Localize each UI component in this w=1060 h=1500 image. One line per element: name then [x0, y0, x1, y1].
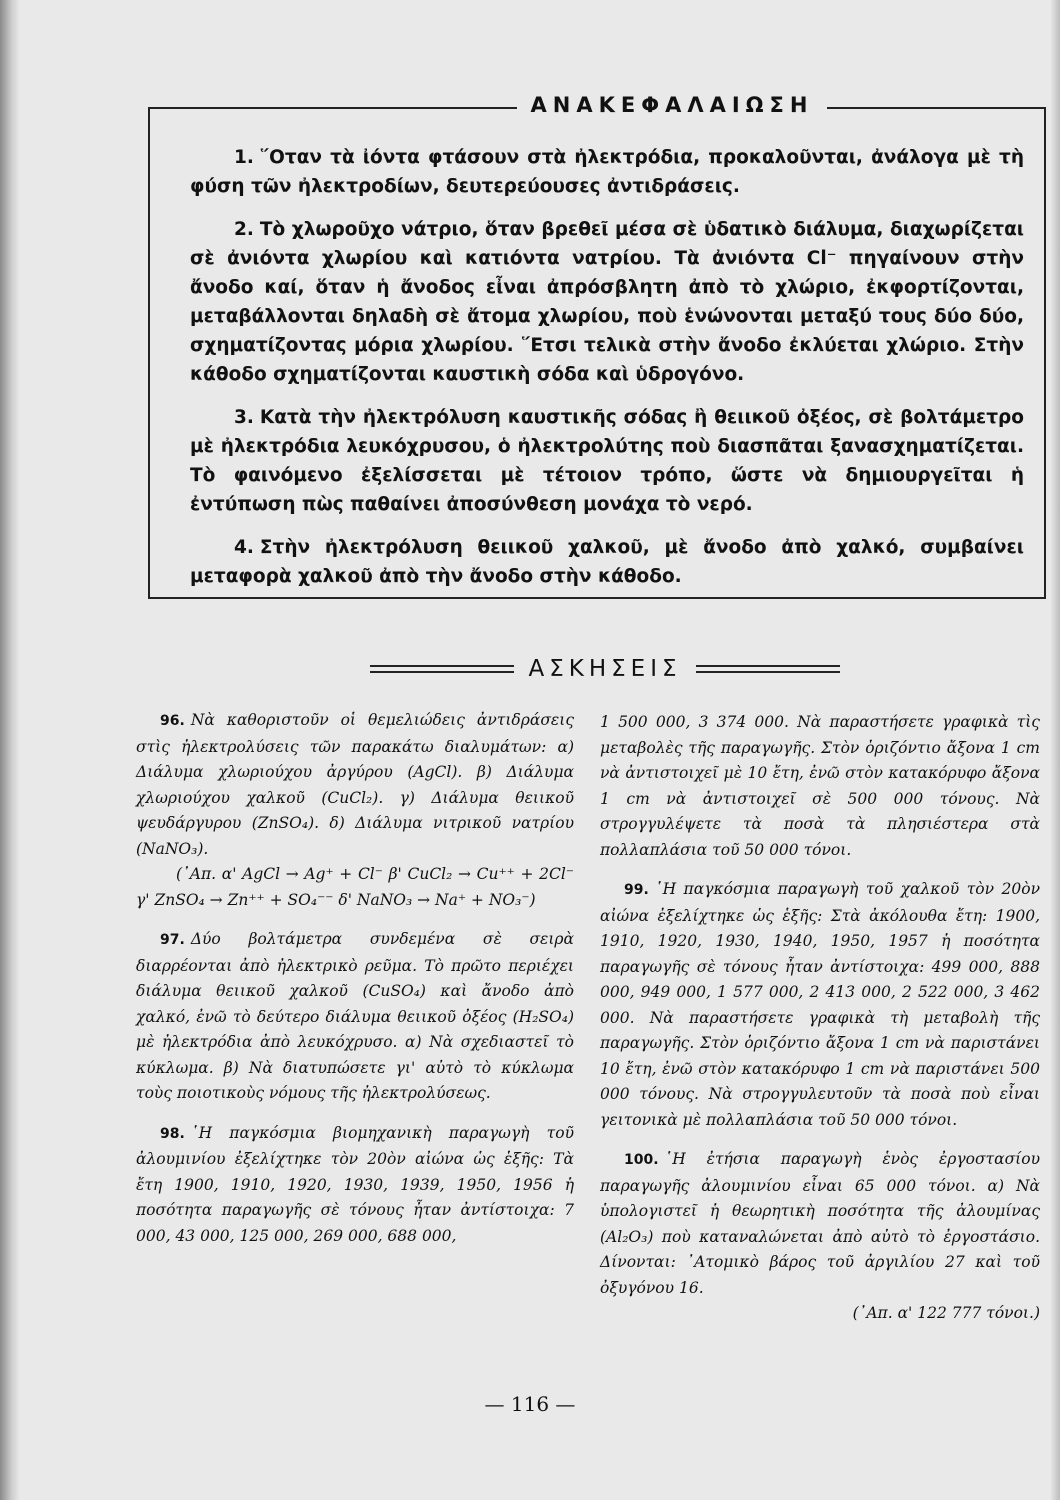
summary-item-2 — [190, 215, 1024, 389]
summary-item-4 — [190, 533, 1024, 591]
page-edge-shadow — [1050, 0, 1060, 1500]
page-number: — 116 — — [484, 1392, 576, 1416]
summary-item-number: 4. — [234, 537, 254, 558]
left-column — [136, 708, 574, 1263]
heading-rule-right — [696, 665, 840, 673]
summary-item-text: Τὸ χλωροῦχο νάτριο, ὅταν βρεθεῖ μέσα σὲ ὑδατικὸ διάλυμα, διαχωρίζεται σὲ ἀνιόντα χλωρίου καὶ κατιόντα νατρίου. Τὰ ἀνιόντα Cl⁻ πηγαίνουν στὴν ἄνοδο καί, ὅταν ἡ ἄνοδος εἶναι ἀπρόσβλητη ἀπὸ τὸ χλώριο, ἐκφορτίζονται, μεταβάλλονται δηλαδὴ σὲ ἄτομα χλωρίου, ποὺ ἑνώνονται μεταξύ τους δύο δύο, σχηματίζοντας μόρια χλωρίου. ῞Ετσι τελικὰ στὴν ἄνοδο ἐκλύεται χλώριο. Στὴν κάθοδο σχηματίζονται καυστικὴ σόδα καὶ ὑδρογόνο. — [190, 219, 1024, 385]
exercise-answer: (᾿Απ. α' AgCl → Ag⁺ + Cl⁻ β' CuCl₂ → Cu⁺⁺ + 2Cl⁻ γ' ZnSO₄ → Zn⁺⁺ + SO₄⁻⁻ δ' NaNO₃ → Na⁺ + NO₃⁻) — [136, 865, 574, 909]
exercise-number: 99. — [624, 882, 649, 898]
exercise-98 — [136, 1121, 574, 1250]
summary-item-number: 3. — [234, 407, 254, 428]
summary-body — [190, 143, 1024, 605]
exercise-number: 97. — [160, 932, 185, 948]
exercise-100 — [600, 1147, 1040, 1327]
summary-title-wrap — [300, 93, 1044, 117]
exercise-number: 96. — [160, 713, 185, 729]
summary-item-1 — [190, 143, 1024, 201]
summary-box — [148, 93, 1046, 599]
exercise-99 — [600, 877, 1040, 1133]
heading-rule-left — [370, 665, 514, 673]
summary-title: ΑΝΑΚΕΦΑΛΑΙΩΣΗ — [517, 93, 828, 117]
summary-item-text: Κατὰ τὴν ἠλεκτρόλυση καυστικῆς σόδας ἢ θειικοῦ ὀξέος, σὲ βολτάμετρο μὲ ἠλεκτρόδια λευκόχρυσου, ὁ ἠλεκτρολύτης ποὺ διασπᾶται ξανασχηματίζεται. Τὸ φαινόμενο ἐξελίσσεται μὲ τέτοιον τρόπο, ὥστε νὰ δημιουργεῖται ἡ ἐντύπωση πὼς παθαίνει ἀποσύνθεση μονάχα τὸ νερό. — [190, 407, 1024, 515]
exercise-text: Δύο βολτάμετρα συνδεμένα σὲ σειρὰ διαρρέονται ἀπὸ ἠλεκτρικὸ ρεῦμα. Τὸ πρῶτο περιέχει διάλυμα θειικοῦ χαλκοῦ (CuSO₄) καὶ ἄνοδο ἀπὸ χαλκό, ἐνῶ τὸ δεύτερο διάλυμα θειικοῦ ὀξέος (H₂SO₄) μὲ ἠλεκτρόδια ἀπὸ λευκόχρυσο. α) Νὰ σχεδιαστεῖ τὸ κύκλωμα. β) Νὰ διατυπώσετε γι' αὐτὸ τὸ κύκλωμα τοὺς ποιοτικοὺς νόμους τῆς ἠλεκτρολύσεως. — [136, 930, 574, 1102]
exercise-97 — [136, 927, 574, 1107]
exercises-heading — [370, 656, 840, 682]
exercise-text: ῾Η ἐτήσια παραγωγὴ ἑνὸς ἐργοστασίου παραγωγῆς ἀλουμινίου εἶναι 65 000 τόνοι. α) Νὰ ὑπολογιστεῖ ἡ θεωρητικὴ ποσότητα τῆς ἀλουμίνας (Al₂O₃) ποὺ καταναλώνεται ἀπὸ αὐτὸ τὸ ἐργοστάσιο. Δίνονται: ᾿Ατομικὸ βάρος τοῦ ἀργιλίου 27 καὶ τοῦ ὀξυγόνου 16. — [600, 1150, 1040, 1297]
exercise-text: Νὰ καθοριστοῦν οἱ θεμελιώδεις ἀντιδράσεις στὶς ἠλεκτρολύσεις τῶν παρακάτω διαλυμάτων: α) Διάλυμα χλωριούχου ἀργύρου (AgCl). β) Διάλυμα χλωριούχου χαλκοῦ (CuCl₂). γ) Διάλυμα θειικοῦ ψευδάργυρου (ZnSO₄). δ) Διάλυμα νιτρικοῦ νατρίου (NaNO₃). — [136, 711, 574, 858]
right-column — [600, 710, 1040, 1341]
exercise-text: ῾Η παγκόσμια παραγωγὴ τοῦ χαλκοῦ τὸν 20ὸν αἰώνα ἐξελίχτηκε ὡς ἑξῆς: Στὰ ἀκόλουθα ἔτη: 1900, 1910, 1920, 1930, 1940, 1950, 1957 ἡ ποσότητα παραγωγῆς σὲ τόνους ἦταν ἀντίστοιχα: 499 000, 888 000, 949 000, 1 577 000, 2 413 000, 2 522 000, 3 462 000. Νὰ παραστήσετε γραφικὰ τὴ μεταβολὴ τῆς παραγωγῆς. Στὸν ὁριζόντιο ἄξονα 1 cm νὰ παριστάνει 10 ἔτη, ἐνῶ στὸν κατακόρυφο 1 cm νὰ παριστάνει 500 000 τόνους. Νὰ στρογγυλευτοῦν τὰ ποσὰ ποὺ εἶναι γειτονικὰ μὲ πολλαπλάσια τοῦ 50 000 τόνοι. — [600, 880, 1040, 1129]
summary-item-number: 2. — [234, 219, 254, 240]
exercise-answer: (᾿Απ. α' 122 777 τόνοι.) — [852, 1304, 1040, 1322]
exercise-number: 98. — [160, 1125, 185, 1142]
exercise-number: 100. — [624, 1152, 659, 1168]
exercise-text: ῾Η παγκόσμια βιομηχανικὴ παραγωγὴ τοῦ ἀλουμινίου ἐξελίχτηκε τὸν 20ὸν αἰώνα ὡς ἑξῆς: Τὰ ἔτη 1900, 1910, 1920, 1930, 1939, 1950, 1956 ἡ ποσότητα παραγωγῆς σὲ τόνους ἦταν ἀντίστοιχα: 7 000, 43 000, 125 000, 269 000, 688 000, — [136, 1123, 574, 1245]
summary-item-3 — [190, 403, 1024, 519]
page-binding-shadow — [0, 0, 20, 1500]
summary-item-number: 1. — [234, 147, 254, 168]
summary-item-text: Στὴν ἠλεκτρόλυση θειικοῦ χαλκοῦ, μὲ ἄνοδο ἀπὸ χαλκό, συμβαίνει μεταφορὰ χαλκοῦ ἀπὸ τὴν ἄνοδο στὴν κάθοδο. — [190, 537, 1024, 587]
summary-item-text: ῞Οταν τὰ ἰόντα φτάσουν στὰ ἠλεκτρόδια, προκαλοῦνται, ἀνάλογα μὲ τὴ φύση τῶν ἠλεκτροδίων, δευτερεύουσες ἀντιδράσεις. — [190, 147, 1024, 197]
exercises-title: ΑΣΚΗΣΕΙΣ — [528, 656, 682, 682]
exercise-98-continuation: 1 500 000, 3 374 000. Νὰ παραστήσετε γραφικὰ τὶς μεταβολὲς τῆς παραγωγῆς. Στὸν ὁριζόντιο ἄξονα 1 cm νὰ ἀντιστοιχεῖ μὲ 10 ἔτη, ἐνῶ στὸν κατακόρυφο ἄξονα 1 cm νὰ ἀντιστοιχεῖ σὲ 500 000 τόνους. Νὰ στρογγυλέψετε τὰ ποσὰ τὰ πλησιέστερα στὰ πολλαπλάσια τοῦ 50 000 τόνοι. — [600, 713, 1040, 859]
exercise-96 — [136, 708, 574, 913]
